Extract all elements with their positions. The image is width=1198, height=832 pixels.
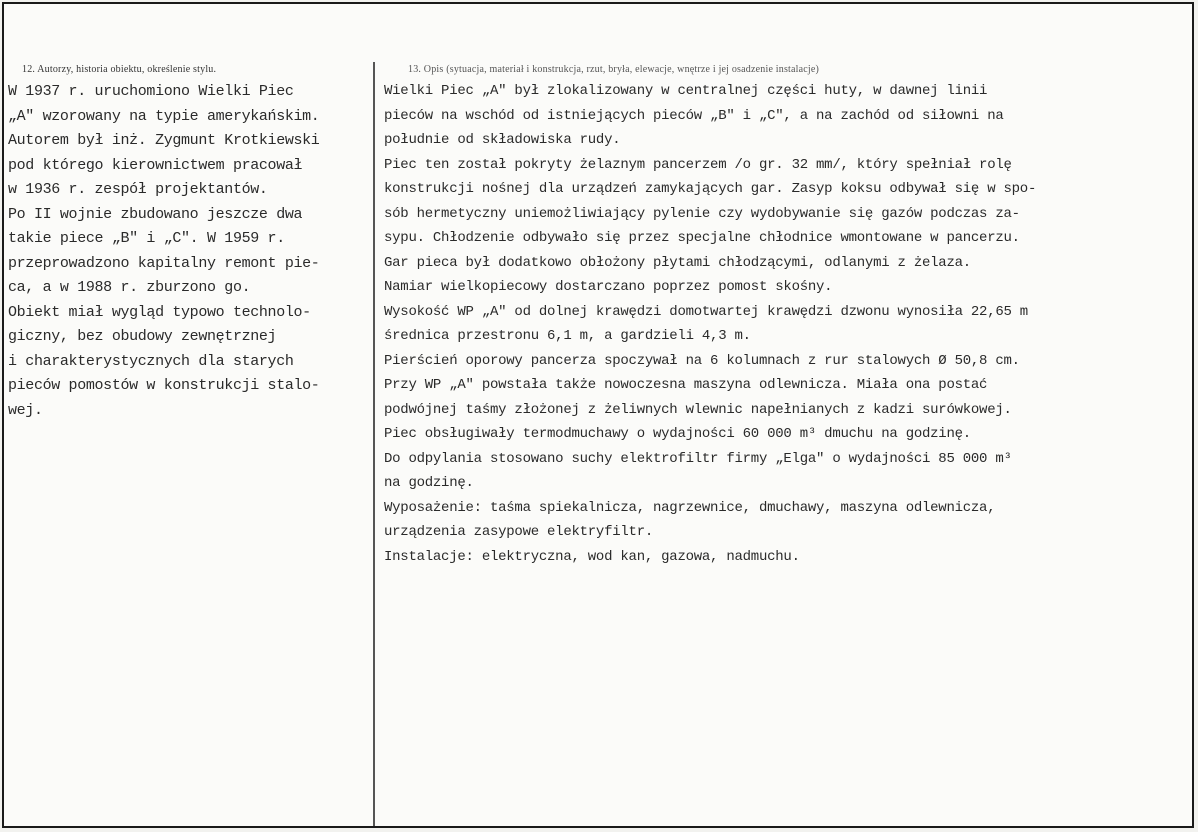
description-line-20: Instalacje: elektryczna, wod kan, gazowa, nadmuchu.	[384, 548, 800, 565]
description-line-4: Piec ten został pokryty żelaznym pancerzem /o gr. 32 mm/, który spełniał rolę	[384, 156, 1012, 173]
description-line-6: sób hermetyczny uniemożliwiający pylenie czy wydobywanie się gazów podczas za-	[384, 205, 1020, 222]
description-line-11: średnica przestronu 6,1 m, a gardzieli 4,3 m.	[384, 328, 751, 344]
description-line-2: pieców na wschód od istniejących pieców „B" i „C", a na zachód od siłowni na	[384, 107, 1004, 124]
history-line-5: w 1936 r. zespół projektantów.	[8, 181, 268, 198]
history-line-8: przeprowadzono kapitalny remont pie-	[8, 254, 320, 272]
description-line-5: konstrukcji nośnej dla urządzeń zamykających gar. Zasyp koksu odbywał się w spo-	[384, 181, 1037, 197]
history-line-10: Obiekt miał wygląd typowo technolo-	[8, 303, 311, 321]
history-line-2: „A" wzorowany na typie amerykańskim.	[8, 107, 320, 125]
history-line-4: pod którego kierownictwem pracował	[8, 156, 303, 174]
history-line-13: pieców pomostów w konstrukcji stalo-	[8, 377, 320, 394]
history-line-3: Autorem był inż. Zygmunt Krotkiewski	[8, 132, 320, 149]
description-line-12: Pierścień oporowy pancerza spoczywał na 6 kolumnach z rur stalowych Ø 50,8 cm.	[384, 352, 1020, 369]
section-13-heading: 13. Opis (sytuacja, materiał i konstrukcja, rzut, bryła, elewacje, wnętrze i jej osadzenie instalacje)	[408, 64, 820, 75]
history-line-12: i charakterystycznych dla starych	[8, 352, 294, 370]
description-line-7: sypu. Chłodzenie odbywało się przez specjalne chłodnice wmontowane w pancerzu.	[384, 230, 1020, 246]
section-12-heading: 12. Autorzy, historia obiektu, określenie stylu.	[22, 64, 217, 75]
history-text	[8, 80, 372, 423]
description-text	[384, 79, 1190, 569]
history-line-11: giczny, bez obudowy zewnętrznej	[8, 328, 277, 345]
description-line-8: Gar pieca był dodatkowo obłożony płytami chłodzącymi, odlanymi z żelaza.	[384, 254, 971, 271]
history-line-6: Po II wojnie zbudowano jeszcze dwa	[8, 205, 303, 223]
history-line-1: W 1937 r. uruchomiono Wielki Piec	[8, 83, 294, 100]
description-line-16: Do odpylania stosowano suchy elektrofiltr firmy „Elga" o wydajności 85 000 m³	[384, 450, 1012, 467]
description-line-17: na godzinę.	[384, 475, 474, 491]
history-line-9: ca, a w 1988 r. zburzono go.	[8, 279, 251, 296]
description-line-1: Wielki Piec „A" był zlokalizowany w centralnej części huty, w dawnej linii	[384, 83, 988, 99]
description-line-3: południe od składowiska rudy.	[384, 132, 621, 148]
description-line-19: urządzenia zasypowe elektryfiltr.	[384, 524, 653, 540]
description-line-18: Wyposażenie: taśma spiekalnicza, nagrzewnice, dmuchawy, maszyna odlewnicza,	[384, 499, 996, 516]
column-divider	[373, 62, 375, 826]
description-line-13: Przy WP „A" powstała także nowoczesna maszyna odlewnicza. Miała ona postać	[384, 377, 988, 393]
history-line-7: takie piece „B" i „C". W 1959 r.	[8, 230, 285, 247]
description-line-14: podwójnej taśmy złożonej z żeliwnych wlewnic napełnianych z kadzi surówkowej.	[384, 401, 1012, 418]
history-line-14: wej.	[8, 401, 43, 419]
description-line-9: Namiar wielkopiecowy dostarczano poprzez pomost skośny.	[384, 279, 833, 295]
description-line-10: Wysokość WP „A" od dolnej krawędzi domotwartej krawędzi dzwonu wynosiła 22,65 m	[384, 303, 1028, 320]
description-line-15: Piec obsługiwały termodmuchawy o wydajności 60 000 m³ dmuchu na godzinę.	[384, 426, 971, 442]
